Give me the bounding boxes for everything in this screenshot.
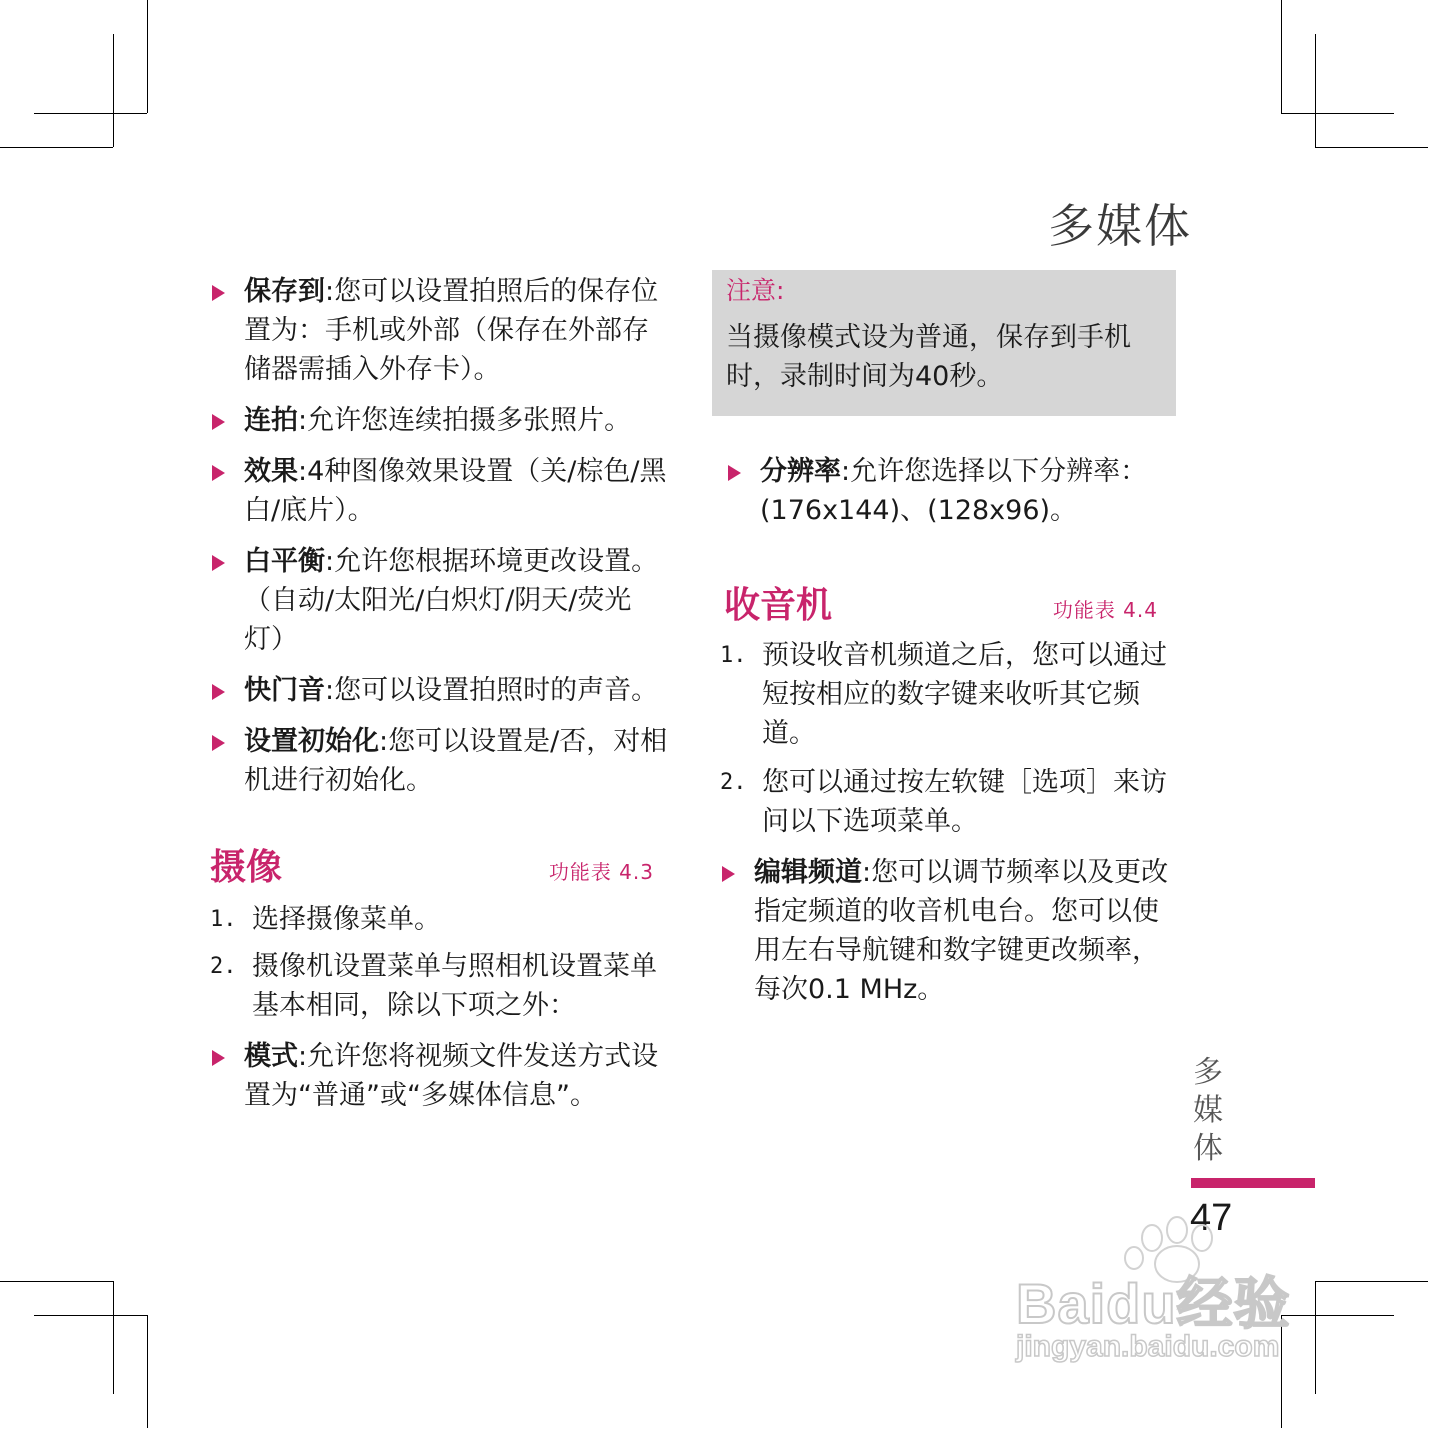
crop-mark [1315,34,1316,147]
step-text: 预设收音机频道之后，您可以通过短按相应的数字键来收听其它频道。 [762,640,1167,749]
bullet-resolution [726,452,1176,530]
video-heading [210,844,654,894]
step-number: 2. [210,954,237,979]
crop-mark [0,1281,113,1282]
bullet-triangle-icon [212,735,225,751]
bullet-triangle-icon [212,285,225,301]
note-title: 注意: [726,276,785,305]
step-number: 1. [720,643,747,668]
bullet-white-balance [210,542,670,659]
crop-mark [0,147,113,148]
bullet-text: :允许您连续拍摄多张照片。 [298,405,632,436]
bullet-text: :允许您选择以下分辨率：(176x144)、(128x96)。 [760,456,1148,526]
video-step [210,900,670,939]
bullet-text: :4种图像效果设置（关/棕色/黑白/底片）。 [244,456,667,526]
radio-step [720,763,1176,841]
crop-mark [34,1315,147,1316]
right-column [712,270,1176,1009]
crop-mark [113,34,114,147]
bullet-reset [210,722,670,800]
bullet-triangle-icon [722,866,735,882]
page-number: 47 [1190,1197,1233,1239]
bullet-term: 设置初始化 [244,726,379,757]
bullet-mode [210,1037,670,1115]
bullet-term: 快门音 [244,675,325,706]
bullet-triangle-icon [728,465,741,481]
bullet-text: :您可以设置拍照时的声音。 [325,675,659,706]
radio-heading [724,582,1158,632]
crop-mark [1281,113,1394,114]
bullet-text: :允许您将视频文件发送方式设置为“普通”或“多媒体信息”。 [244,1041,659,1111]
step-text: 选择摄像菜单。 [252,904,441,935]
bullet-text: :您可以设置拍照后的保存位置为：手机或外部（保存在外部存储器需插入外存卡）。 [244,276,659,385]
step-number: 2. [720,770,747,795]
bullet-text: :允许您根据环境更改设置。（自动/太阳光/白炽灯/阴天/荧光灯） [244,546,659,655]
note-box [712,270,1176,416]
watermark-url: jingyan.baidu.com [1016,1330,1280,1363]
bullet-triangle-icon [212,684,225,700]
crop-mark [34,113,147,114]
bullet-term: 效果 [244,456,298,487]
bullet-triangle-icon [212,414,225,430]
bullet-term: 白平衡 [244,546,325,577]
crop-mark [147,1315,148,1428]
crop-mark [113,1281,114,1394]
watermark-brand: Baidu经验 [1016,1272,1291,1335]
crop-mark [147,0,148,113]
bullet-term: 保存到 [244,276,325,307]
bullet-text: :您可以调节频率以及更改指定频道的收音机电台。您可以使用左右导航键和数字键更改频率，每次0.1 MHz。 [754,857,1169,1005]
bullet-text: :您可以设置是/否，对相机进行初始化。 [244,726,668,796]
video-heading-title: 摄像 [210,847,283,888]
side-accent-bar [1191,1178,1315,1188]
bullet-effect [210,452,670,530]
bullet-term: 分辨率 [760,456,841,487]
bullet-shutter-sound [210,671,670,710]
video-menu-ref: 功能表 4.3 [548,860,654,884]
step-text: 摄像机设置菜单与照相机设置菜单基本相同，除以下项之外： [252,951,657,1021]
bullet-burst [210,401,670,440]
bullet-triangle-icon [212,465,225,481]
step-text: 您可以通过按左软键［选项］来访问以下选项菜单。 [762,767,1167,837]
bullet-triangle-icon [212,1050,225,1066]
crop-mark [1281,0,1282,113]
note-body: 当摄像模式设为普通，保存到手机时，录制时间为40秒。 [726,322,1131,392]
radio-menu-ref: 功能表 4.4 [1052,598,1158,622]
bullet-save-to [210,272,670,389]
section-title: 多媒体 [1048,199,1192,253]
bullet-triangle-icon [212,555,225,571]
bullet-term: 编辑频道 [754,857,862,888]
side-tab-label: 多媒体 [1193,1055,1223,1166]
bullet-term: 连拍 [244,405,298,436]
crop-mark [1315,147,1428,148]
step-number: 1. [210,907,237,932]
bullet-edit-channel [720,853,1176,1009]
video-step [210,947,670,1025]
bullet-term: 模式 [244,1041,298,1072]
radio-heading-title: 收音机 [724,585,833,626]
left-column [210,272,670,1115]
radio-step [720,636,1176,753]
